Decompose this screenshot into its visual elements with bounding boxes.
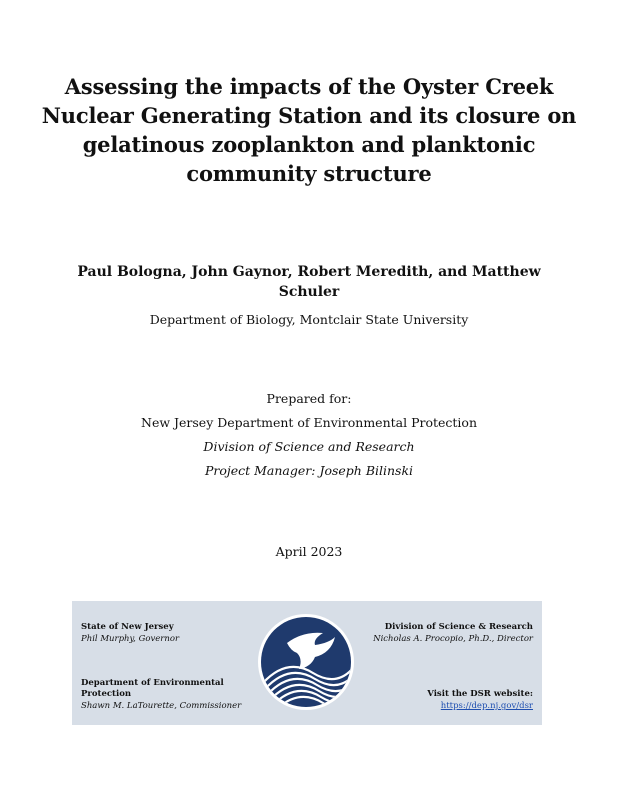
- dep-seal-logo: [257, 613, 355, 711]
- visit-website-label: Visit the DSR website:: [427, 689, 533, 699]
- authors-line-2: Schuler: [278, 284, 340, 300]
- governor-name: Phil Murphy, Governor: [81, 634, 180, 644]
- director-name: Nicholas A. Procopio, Ph.D., Director: [373, 634, 533, 644]
- dep-title-line-2: Protection: [81, 689, 132, 699]
- division-name: Division of Science and Research: [203, 439, 415, 454]
- report-title: [40, 72, 578, 188]
- state-title: State of New Jersey: [81, 622, 174, 632]
- project-manager: Project Manager: Joseph Bilinski: [204, 463, 414, 478]
- title-line-2: Nuclear Generating Station and its closure on: [41, 103, 577, 128]
- dep-title-line-1: Department of Environmental: [81, 678, 224, 688]
- footer-band: [72, 601, 542, 725]
- agency-name: New Jersey Department of Environmental Protection: [141, 415, 477, 430]
- dsr-website-link[interactable]: https://dep.nj.gov/dsr: [440, 701, 533, 711]
- title-line-3: gelatinous zooplankton and planktonic: [82, 132, 536, 157]
- prepared-for-label: Prepared for:: [266, 391, 352, 406]
- report-date: April 2023: [275, 544, 343, 559]
- dsr-title: Division of Science & Research: [384, 622, 533, 632]
- title-line-4: community structure: [186, 161, 432, 186]
- author-list: [60, 262, 558, 302]
- title-line-1: Assessing the impacts of the Oyster Creek: [64, 74, 554, 99]
- authors-line-1: Paul Bologna, John Gaynor, Robert Meredith, and Matthew: [77, 264, 541, 280]
- commissioner-name: Shawn M. LaTourette, Commissioner: [81, 701, 242, 711]
- affiliation: Department of Biology, Montclair State University: [149, 312, 469, 327]
